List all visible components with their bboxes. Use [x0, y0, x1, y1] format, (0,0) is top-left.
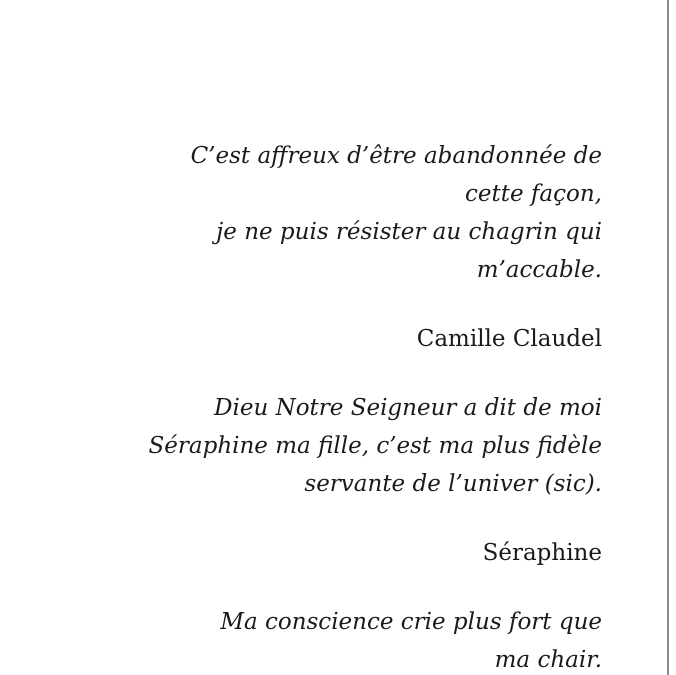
quote-line: Ma conscience crie plus fort que — [220, 609, 602, 635]
spacer — [40, 503, 602, 534]
author-seraphine: Séraphine — [482, 540, 602, 566]
quote-seraphine — [40, 389, 602, 503]
quote-line: ma chair. — [494, 647, 602, 673]
spacer — [40, 572, 602, 603]
quote-line: Séraphine ma fille, c’est ma plus fidèle — [148, 433, 602, 459]
epigraph-section — [40, 137, 602, 675]
quote-line: servante de l’univer (sic). — [304, 471, 602, 497]
quote-line: Dieu Notre Seigneur a dit de moi — [214, 395, 602, 421]
quote-conscience — [40, 603, 602, 675]
quote-line: cette façon, — [465, 181, 602, 207]
page-edge-divider — [667, 0, 669, 675]
spacer — [40, 289, 602, 320]
quote-line: je ne puis résister au chagrin qui — [216, 219, 602, 245]
quote-camille-claudel — [40, 137, 602, 289]
author-camille-claudel: Camille Claudel — [416, 326, 602, 352]
quote-line: C’est affreux d’être abandonnée de — [190, 143, 602, 169]
spacer — [40, 358, 602, 389]
quote-line: m’accable. — [476, 257, 602, 283]
